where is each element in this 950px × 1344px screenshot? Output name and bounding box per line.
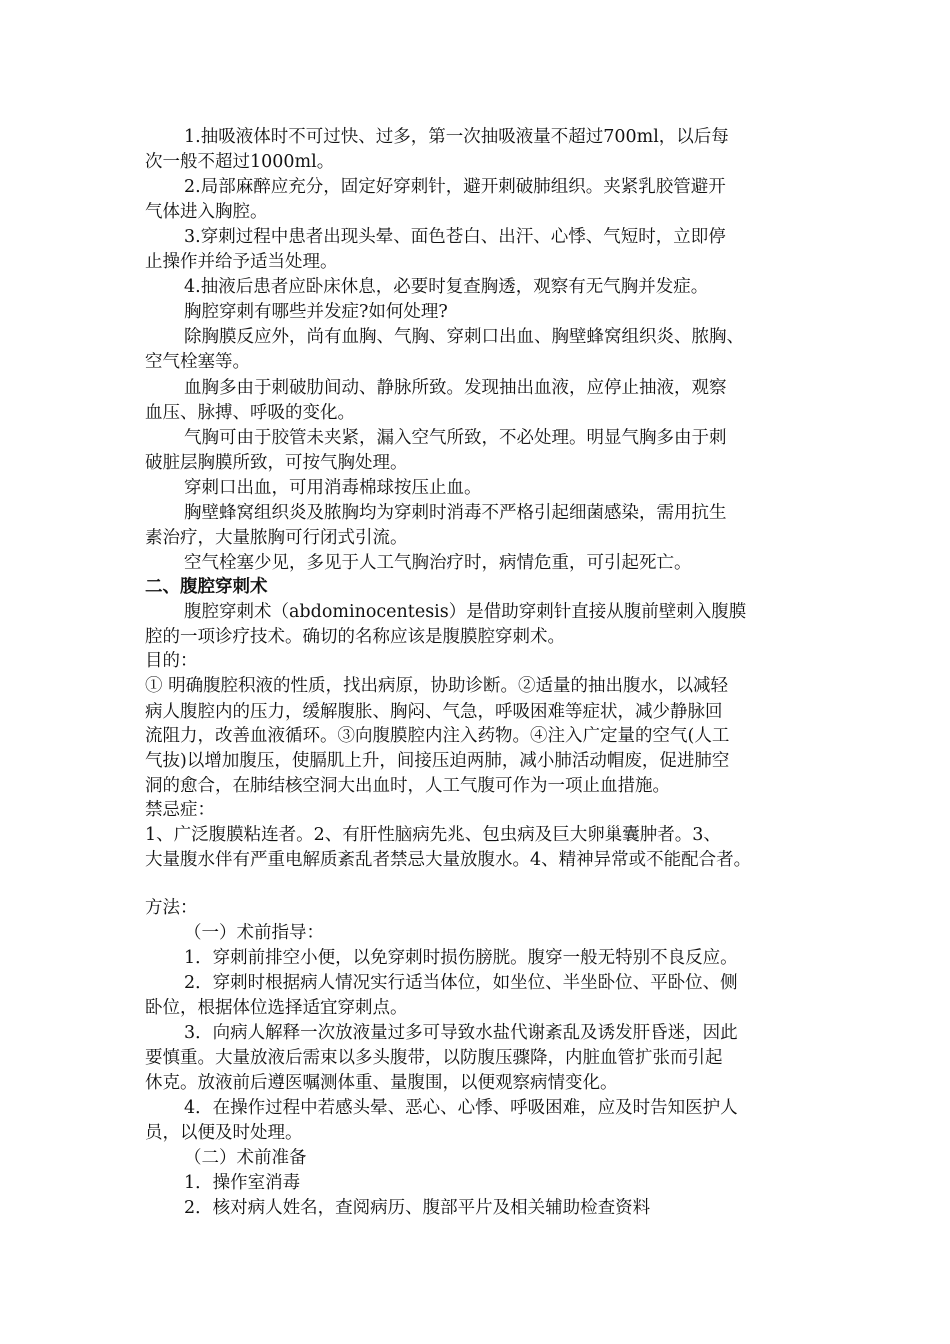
text-line: 1.抽吸液体时不可过快、过多，第一次抽吸液量不超过700ml，以后每: [184, 127, 729, 147]
text-line: 次一般不超过1000ml。: [145, 152, 335, 172]
text-line: 流阻力，改善血液循环。③向腹膜腔内注入药物。④注入广定量的空气(人工: [145, 726, 730, 746]
text-line: 2.局部麻醉应充分，固定好穿刺针，避开刺破肺组织。夹紧乳胶管避开: [184, 177, 726, 197]
text-line: 腹腔穿刺术（abdominocentesis）是借助穿刺针直接从腹前壁刺入腹膜: [184, 602, 747, 622]
text-line: 员，以便及时处理。: [145, 1123, 303, 1143]
text-line: 要慎重。大量放液后需束以多头腹带，以防腹压骤降，内脏血管扩张而引起: [145, 1048, 723, 1068]
text-line: 洞的愈合，在肺结核空洞大出血时，人工气腹可作为一项止血措施。: [145, 776, 670, 796]
text-line: 大量腹水伴有严重电解质紊乱者禁忌大量放腹水。4、精神异常或不能配合者。: [145, 850, 752, 870]
section-heading: 二、腹腔穿刺术: [145, 577, 268, 597]
text-line: 方法：: [145, 898, 198, 918]
text-line: 2．核对病人姓名，查阅病历、腹部平片及相关辅助检查资料: [184, 1198, 651, 1218]
text-line: 4.抽液后患者应卧床休息，必要时复查胸透，观察有无气胸并发症。: [184, 277, 709, 297]
text-line: 休克。放液前后遵医嘱测体重、量腹围，以便观察病情变化。: [145, 1073, 618, 1093]
text-line: 4．在操作过程中若感头晕、恶心、心悸、呼吸困难，应及时告知医护人: [184, 1098, 738, 1118]
text-line: 胸壁蜂窝组织炎及脓胸均为穿刺时消毒不严格引起细菌感染，需用抗生: [184, 503, 727, 523]
text-line: 除胸膜反应外，尚有血胸、气胸、穿刺口出血、胸壁蜂窝组织炎、脓胸、: [184, 327, 744, 347]
text-line: 目的：: [145, 651, 198, 671]
text-line: （二）术前准备: [184, 1148, 307, 1168]
text-line: 气胸可由于胶管未夹紧，漏入空气所致，不必处理。明显气胸多由于刺: [184, 428, 727, 448]
text-line: 血胸多由于刺破肋间动、静脉所致。发现抽出血液，应停止抽液，观察: [184, 378, 727, 398]
text-line: 禁忌症：: [145, 800, 215, 820]
text-line: 3．向病人解释一次放液量过多可导致水盐代谢紊乱及诱发肝昏迷，因此: [184, 1023, 738, 1043]
text-line: 1．穿刺前排空小便，以免穿刺时损伤膀胱。腹穿一般无特别不良反应。: [184, 948, 738, 968]
text-line: 空气栓塞少见，多见于人工气胸治疗时，病情危重，可引起死亡。: [184, 553, 692, 573]
text-line: 1．操作室消毒: [184, 1173, 301, 1193]
text-line: 病人腹腔内的压力，缓解腹胀、胸闷、气急，呼吸困难等症状，减少静脉回: [145, 702, 723, 722]
text-line: 止操作并给予适当处理。: [145, 252, 338, 272]
text-line: 胸腔穿刺有哪些并发症?如何处理?: [184, 302, 448, 322]
text-line: 血压、脉搏、呼吸的变化。: [145, 403, 355, 423]
text-line: （一）术前指导：: [184, 923, 324, 943]
text-line: 气体进入胸腔。: [145, 202, 268, 222]
text-line: 腔的一项诊疗技术。确切的名称应该是腹膜腔穿刺术。: [145, 627, 565, 647]
text-line: 气抜)以增加腹压，使膈肌上升，间接压迫两肺，减小肺活动帽废，促进肺空: [145, 751, 730, 771]
text-line: 穿刺口出血，可用消毒棉球按压止血。: [184, 478, 482, 498]
text-line: ① 明确腹腔积液的性质，找出病原，协助诊断。②适量的抽出腹水，以减轻: [145, 676, 729, 696]
text-line: 卧位，根据体位选择适宜穿刺点。: [145, 998, 408, 1018]
text-line: 2．穿刺时根据病人情况实行适当体位，如坐位、半坐卧位、平卧位、侧: [184, 973, 738, 993]
text-line: 素治疗，大量脓胸可行闭式引流。: [145, 528, 408, 548]
text-line: 1、广泛腹膜粘连者。2、有肝性脑病先兆、包虫病及巨大卵巢囊肿者。3、: [145, 825, 721, 845]
text-line: 空气栓塞等。: [145, 352, 250, 372]
text-line: 破脏层胸膜所致，可按气胸处理。: [145, 453, 408, 473]
text-line: 3.穿刺过程中患者出现头晕、面色苍白、出汗、心悸、气短时，立即停: [184, 227, 726, 247]
